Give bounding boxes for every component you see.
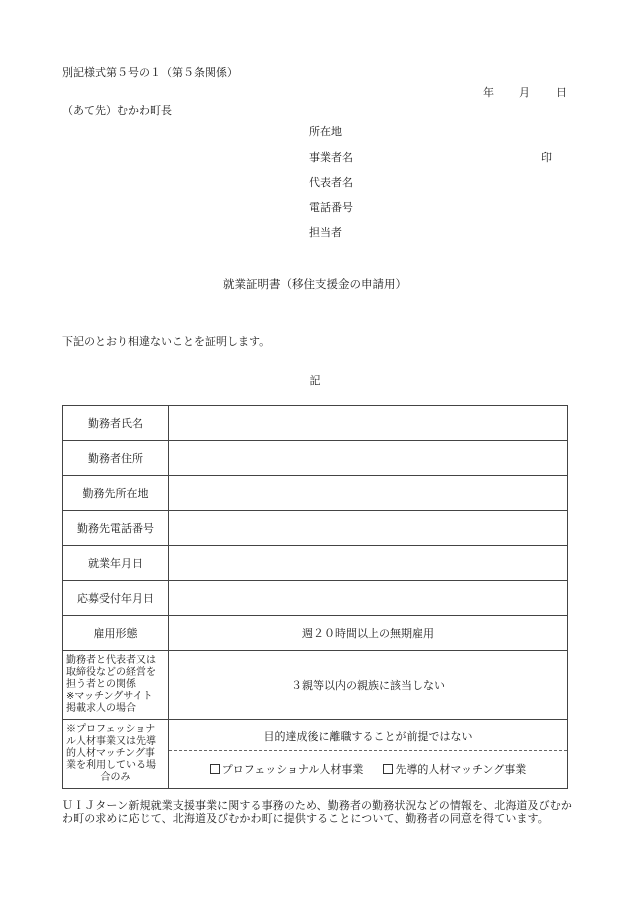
relation-label	[63, 651, 169, 720]
phone-label: 電話番号	[309, 201, 353, 214]
table-row	[63, 476, 568, 511]
professional-label	[63, 720, 169, 789]
intro-text: 下記のとおり相違ないことを証明します。	[62, 335, 271, 348]
date-month-label: 月	[519, 86, 530, 99]
form-number: 別記様式第５号の１（第５条関係）	[62, 66, 238, 79]
addressee: （あて先）むかわ町長	[62, 104, 172, 117]
checkbox-label: 先導的人材マッチング事業	[395, 762, 527, 776]
professional-cell	[169, 720, 568, 789]
workplace-phone-field[interactable]	[169, 511, 568, 546]
label-line: 取締役などの経営を	[66, 667, 156, 678]
row-label: 就業年月日	[63, 546, 169, 581]
table-row	[63, 581, 568, 616]
label-line: ル人材事業又は先導	[66, 736, 156, 747]
consent-statement: ＵＩＪターン新規就業支援事業に関する事務のため、勤務者の勤務状況などの情報を、北海道及びむかわ町の求めに応じて、北海道及びむかわ町に提供することについて、勤務者の同意を得ています。	[62, 799, 572, 825]
row-label: 勤務者氏名	[63, 406, 169, 441]
table-row	[63, 441, 568, 476]
ki-mark: 記	[309, 374, 321, 387]
table-row	[63, 511, 568, 546]
worker-address-field[interactable]	[169, 441, 568, 476]
table-row	[63, 720, 568, 789]
leading-matching-checkbox[interactable]	[383, 761, 526, 777]
document-title: 就業証明書（移住支援金の申請用）	[223, 277, 407, 291]
table-row	[63, 651, 568, 720]
business-name-label: 事業者名	[309, 151, 353, 164]
row-label: 雇用形態	[63, 616, 169, 651]
professional-value: 目的達成後に離職することが前提ではない	[169, 722, 567, 751]
professional-options	[169, 751, 567, 786]
table-row	[63, 406, 568, 441]
employment-date-field[interactable]	[169, 546, 568, 581]
seal-mark: 印	[541, 151, 552, 164]
checkbox-icon	[383, 764, 393, 774]
certificate-table	[62, 405, 568, 789]
row-label: 勤務先電話番号	[63, 511, 169, 546]
date-year-label: 年	[483, 86, 494, 99]
application-date-field[interactable]	[169, 581, 568, 616]
label-line: 業を利用している場	[66, 760, 156, 771]
company-address-label: 所在地	[309, 125, 342, 138]
label-line: 勤務者と代表者又は	[66, 655, 156, 666]
checkbox-icon	[210, 764, 220, 774]
professional-talent-checkbox[interactable]	[210, 761, 364, 777]
employment-type-value: 週２０時間以上の無期雇用	[169, 616, 568, 651]
worker-name-field[interactable]	[169, 406, 568, 441]
checkbox-label: プロフェッショナル人材事業	[221, 762, 364, 776]
table-row	[63, 546, 568, 581]
contact-person-label: 担当者	[309, 226, 342, 239]
table-row	[63, 616, 568, 651]
label-line: 担う者との関係	[66, 679, 136, 690]
workplace-address-field[interactable]	[169, 476, 568, 511]
date-day-label: 日	[556, 86, 567, 99]
row-label: 応募受付年月日	[63, 581, 169, 616]
relation-value: ３親等以内の親族に該当しない	[169, 651, 568, 720]
label-line: ※プロフェッショナ	[66, 724, 156, 735]
label-line: 的人材マッチング事	[66, 748, 155, 759]
representative-label: 代表者名	[309, 176, 353, 189]
row-label: 勤務先所在地	[63, 476, 169, 511]
label-line: ※マッチングサイト	[66, 691, 153, 702]
label-line: 掲載求人の場合	[66, 703, 136, 714]
row-label: 勤務者住所	[63, 441, 169, 476]
label-line: 合のみ	[100, 772, 131, 783]
